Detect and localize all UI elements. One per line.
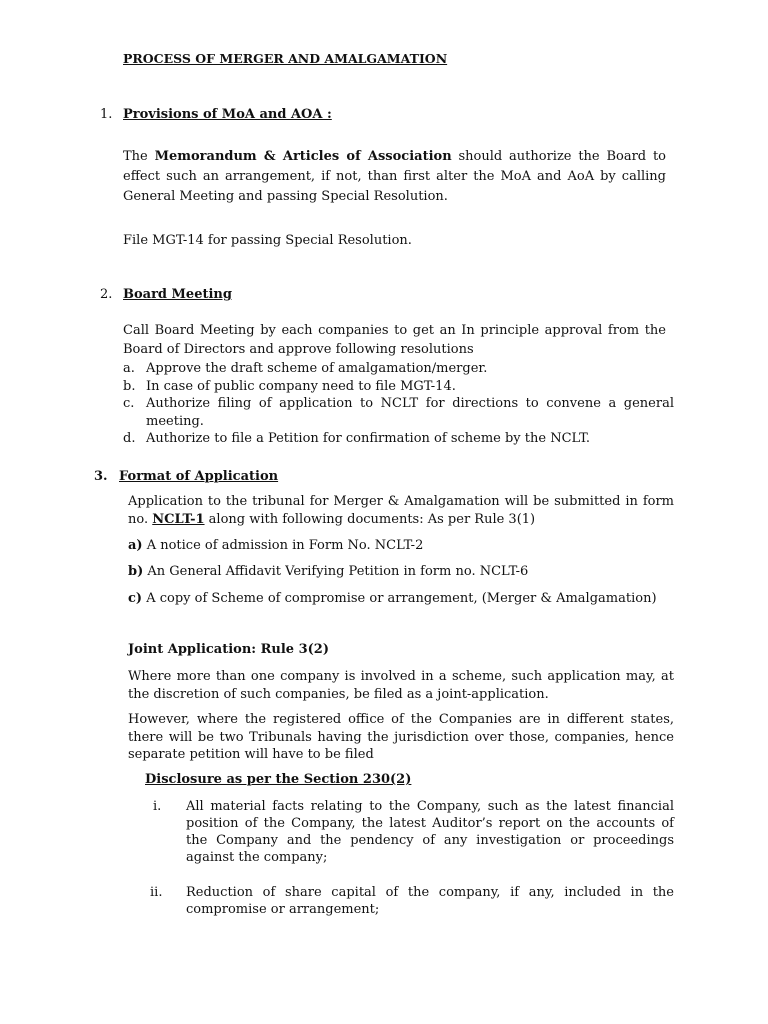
joint-application-heading: Joint Application: Rule 3(2) — [128, 642, 329, 657]
text-run: The — [123, 149, 155, 164]
list-item-label: a. — [123, 361, 135, 376]
disclosure-heading: Disclosure as per the Section 230(2) — [145, 772, 412, 787]
section-2-heading: Board Meeting — [123, 287, 232, 302]
text-run: along with following documents: As per Rule 3(1) — [204, 512, 536, 527]
list-item — [123, 378, 674, 396]
section-3-intro — [128, 493, 674, 529]
disclosure-label: i. — [153, 799, 162, 814]
list-item-text: Approve the draft scheme of amalgamation/merger. — [146, 361, 488, 376]
bold-text-run: Memorandum & Articles of Association — [154, 149, 452, 164]
section-3-number: 3. — [94, 469, 108, 484]
document-item — [128, 590, 657, 607]
list-item — [123, 395, 674, 430]
text-run: Application to the tribunal for Merger & Amalgamation will be submitted in form no. — [128, 494, 674, 527]
disclosure-label: ii. — [150, 885, 163, 900]
list-item-label: d. — [123, 431, 136, 446]
document-label: b) — [128, 564, 144, 579]
page-title: PROCESS OF MERGER AND AMALGAMATION — [123, 51, 448, 66]
resolutions-list — [123, 360, 674, 448]
section-2-intro: Call Board Meeting by each companies to get an In principle approval from the Board of Directors and approve following resolutions — [123, 323, 666, 357]
section-1-heading: Provisions of MoA and AOA : — [123, 107, 332, 122]
document-label: a) — [128, 538, 143, 553]
disclosure-text: All material facts relating to the Company, such as the latest financial position of the Company, the latest Auditor’s report on the accounts of the Company and the pendency of any investigation or proceedings against the company; — [186, 799, 674, 865]
document-text: A copy of Scheme of compromise or arrangement, (Merger & Amalgamation) — [142, 591, 657, 606]
section-1-number: 1. — [100, 107, 113, 122]
list-item-text: Authorize to file a Petition for confirmation of scheme by the NCLT. — [146, 431, 590, 446]
joint-application-paragraph: Where more than one company is involved in a scheme, such application may, at the discretion of such companies, be filed as a joint-application. — [128, 669, 674, 702]
text-run: should authorize the Board to effect such an arrangement, if not, than first alter the MoA and AoA by calling General Meeting and passing Special Resolution. — [123, 149, 667, 204]
document-text: An General Affidavit Verifying Petition in form no. NCLT-6 — [143, 564, 529, 579]
document-text: A notice of admission in Form No. NCLT-2 — [142, 538, 424, 553]
section-1-paragraph — [123, 147, 666, 207]
form-nclt-1: NCLT-1 — [152, 512, 205, 527]
list-item-label: c. — [123, 396, 135, 411]
section-1-note: File MGT-14 for passing Special Resolution. — [123, 233, 412, 248]
list-item-text: In case of public company need to file MGT-14. — [146, 378, 456, 394]
list-item-text: Authorize filing of application to NCLT for directions to convene a general meeting. — [146, 396, 674, 429]
list-item — [123, 430, 674, 448]
list-item-label: b. — [123, 378, 136, 394]
section-3-heading: Format of Application — [119, 469, 279, 484]
document-label: c) — [128, 591, 143, 606]
document-item — [128, 537, 423, 554]
disclosure-text: Reduction of share capital of the company, if any, included in the compromise or arrangement; — [186, 885, 674, 917]
separate-petition-paragraph: However, where the registered office of the Companies are in different states, there will be two Tribunals having the jurisdiction over those, companies, hence separate petition will have to be filed — [128, 712, 674, 762]
list-item — [123, 360, 674, 378]
section-2-number: 2. — [100, 287, 113, 302]
document-item — [128, 563, 528, 580]
